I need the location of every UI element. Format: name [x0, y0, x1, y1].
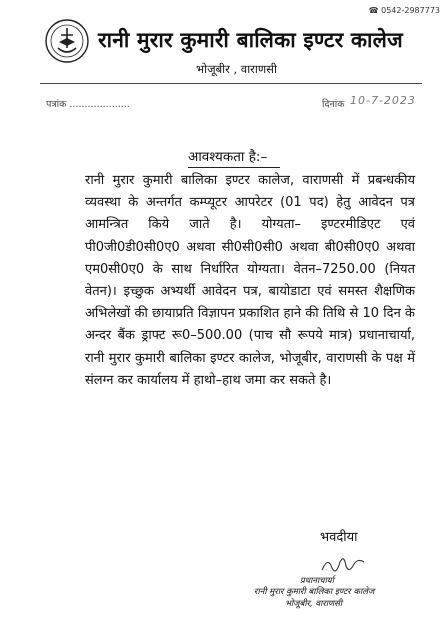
notice-heading: आवश्यकता है:–	[188, 149, 268, 165]
stamp-college-name: रानी मुरार कुमारी बालिका इण्टर कालेज	[254, 587, 375, 597]
sign-off: भवदीया	[320, 530, 358, 545]
college-emblem-logo	[44, 18, 90, 64]
heading-underline	[188, 167, 280, 168]
date-value: 10-7-2023	[350, 94, 416, 107]
college-location: भोजूबीर , वाराणसी	[196, 62, 277, 76]
letterhead-divider	[40, 83, 422, 84]
reference-number-label: पत्रांक ....................	[46, 99, 130, 110]
phone-text: 0542-2987773	[381, 6, 440, 15]
college-name-heading: रानी मुरार कुमारी बालिका इण्टर कालेज	[98, 28, 403, 52]
notice-body: रानी मुरार कुमारी बालिका इण्टर कालेज, वाराणसी में प्रबन्धकीय व्यवस्था के अन्तर्गत कम्प्यूटर आपरेटर (01 पद) हेतु आवेदन पत्र आमन्त्रित किये जाते है। योग्यता– इण्टरमीडिएट एवं पी0जी0डी0सी0ए0 अथवा सी0सी0सी0 अथवा बी0सी0ए0 अथवा एम0सी0ए0 के साथ निर्धारित योग्यता। वेतन–7250.00 (नियत वेतन)। इच्छुक अभ्यर्थी आवेदन पत्र, बायोडाटा एवं समस्त शैक्षणिक अभिलेखों की छायाप्रति विज्ञापन प्रकाशित हाने की तिथि से 10 दिन के अन्दर बैंक ड्राफ्ट रू0–500.00 (पाच सौ रूपये मात्र) प्रधानाचार्या, रानी मुरार कुमारी बालिका इण्टर कालेज, भोजूबीर, वाराणसी के पक्ष में संलग्न कर कार्यालय में हाथो–हाथ जमा कर सकते है।	[85, 173, 415, 388]
stamp-place: भोजूबीर, वाराणसी	[285, 599, 343, 609]
telephone-icon: ☎	[368, 6, 379, 15]
date-label: दिनांक	[322, 99, 345, 110]
phone-number	[369, 6, 440, 15]
designation: प्रधानाचार्या	[300, 576, 334, 586]
